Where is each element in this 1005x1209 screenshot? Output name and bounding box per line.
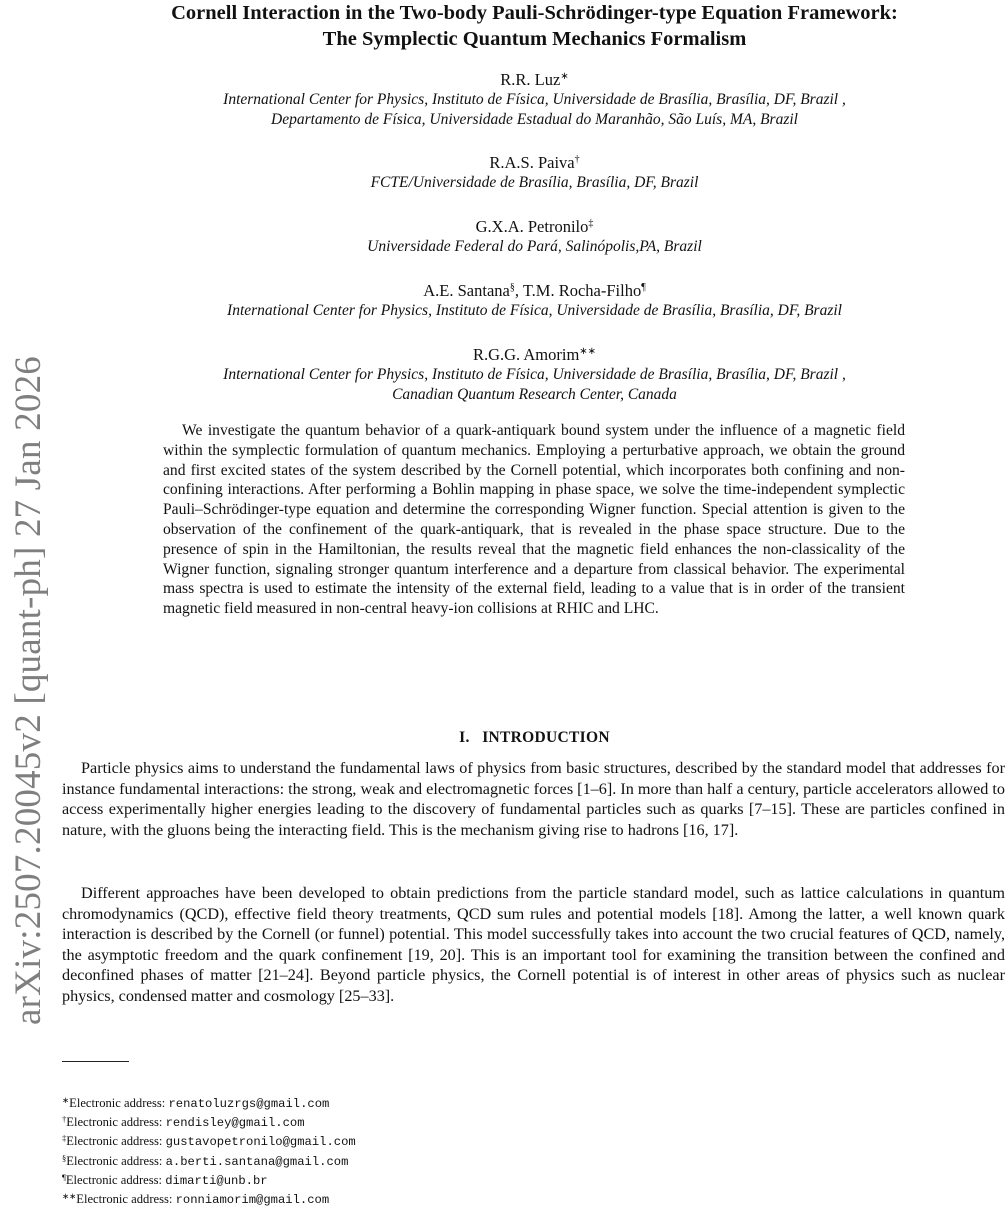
arxiv-stamp-text: arXiv:2507.20045v2 [quant-ph] 27 Jan 2026 [7,355,49,1025]
author-name: G.X.A. Petronilo‡ [475,217,594,236]
email-link[interactable]: rendisley@gmail.com [165,1116,305,1131]
author-block-luz [62,70,1005,129]
affiliation: International Center for Physics, Instituto de Física, Universidade de Brasília, Brasília, DF, Brazil [227,302,842,319]
email-link[interactable]: renatoluzrgs@gmail.com [168,1097,330,1111]
affiliation: Canadian Quantum Research Center, Canada [392,385,677,403]
affiliation: Departamento de Física, Universidade Estadual do Maranhão, São Luís, MA, Brazil [271,110,798,128]
author-name: R.A.S. Paiva† [489,153,580,172]
intro-paragraph-2: Different approaches have been developed to obtain predictions from the particle standard model, such as lattice calculations in quantum chromodynamics (QCD), effective field theory treatments, QCD sum rules and potential models [18]. Among the latter, a well known quark interaction is described by the Cornell (or funnel) potential. This model successfully takes into account the two crucial features of QCD, namely, the asymptotic freedom and the quark confinement [19, 20]. This is an important tool for examining the transition between the confined and deconfined phases of matter [21–24]. Beyond particle physics, the Cornell potential is of interest in other areas of physics such as nuclear physics, condensed matter and cosmology [25–33]. [62,884,1005,1005]
affiliation: Universidade Federal do Pará, Salinópolis,PA, Brazil [367,238,702,255]
affiliation: International Center for Physics, Instituto de Física, Universidade de Brasília, Brasília, DF, Brazil , [223,366,846,383]
footnote-mark: ∗∗ [579,346,597,357]
paper-title [62,0,1005,52]
email-link[interactable]: dimarti@unb.br [165,1173,268,1188]
footnote-email: ¶Electronic address: dimarti@unb.br [62,1171,268,1188]
footnote-mark: ∗ [560,71,569,82]
footnote-mark: † [574,154,580,165]
author-block-amorim [62,345,1005,404]
footnote-email: ∗∗Electronic address: ronniamorim@gmail.com [62,1191,330,1208]
footnote-mark: ‡ [588,218,594,229]
title-line-2: The Symplectic Quantum Mechanics Formalism [322,28,747,50]
intro-paragraph-1: Particle physics aims to understand the fundamental laws of physics from basic structures, described by the standard model that addresses for instance fundamental interactions: the strong, weak and electromagnetic forces [1–6]. In more than half a century, particle accelerators allowed to access experimentally higher energies leading to the discovery of fundamental particles such as quarks [7–15]. These are particles confined in nature, with the gluons being the interacting field. This is the mechanism giving rise to hadrons [16, 17]. [62,759,1005,839]
footnotes [62,1094,662,1209]
author-block-petronilo [62,217,1005,257]
title-line-1: Cornell Interaction in the Two-body Pauli-Schrödinger-type Equation Framework: [171,2,898,24]
section-heading-introduction: I. INTRODUCTION [459,729,610,746]
author-block-santana-rochafilho [62,281,1005,321]
footnote-email: ‡Electronic address: gustavopetronilo@gmail.com [62,1133,356,1150]
footnote-email: ∗Electronic address: renatoluzrgs@gmail.com [62,1095,330,1111]
email-link[interactable]: a.berti.santana@gmail.com [165,1154,349,1169]
footnote-divider [62,1061,129,1062]
affiliation: FCTE/Universidade de Brasília, Brasília, DF, Brazil [370,174,699,191]
email-link[interactable]: gustavopetronilo@gmail.com [165,1135,356,1150]
affiliation: International Center for Physics, Instituto de Física, Universidade de Brasília, Brasília, DF, Brazil , [223,91,846,108]
author-name: R.G.G. Amorim∗∗ [472,345,597,364]
author-block-paiva [62,153,1005,193]
abstract: We investigate the quantum behavior of a quark-antiquark bound system under the influence of a magnetic field within the symplectic formulation of quantum mechanics. Employing a perturbative approach, we obtain the ground and first excited states of the system described by the Cornell potential, which incorporates both confining and non-confining interactions. After performing a Bohlin mapping in phase space, we solve the time-independent symplectic Pauli–Schrödinger-type equation and determine the corresponding Wigner function. Special attention is given to the observation of the confinement of the quark-antiquark, that is revealed in the phase space structure. Due to the presence of spin in the Hamiltonian, the results reveal that the magnetic field enhances the non-classicality of the Wigner function, signaling stronger quantum interference and a departure from classical behavior. The experimental mass spectra is used to estimate the intensity of the external field, leading to a value that is in order of the transient magnetic field measured in non-central heavy-ion collisions at RHIC and LHC. [163,422,905,618]
email-link[interactable]: ronniamorim@gmail.com [175,1193,330,1208]
footnote-email: §Electronic address: a.berti.santana@gmail.com [62,1152,349,1169]
author-names: A.E. Santana§, T.M. Rocha-Filho¶ [423,281,646,300]
footnote-mark: ¶ [641,282,646,293]
footnote-email: †Electronic address: rendisley@gmail.com [62,1114,305,1131]
author-name: R.R. Luz∗ [500,70,569,89]
arxiv-identifier-stamp [2,340,54,1040]
footnote-mark: § [509,282,515,293]
